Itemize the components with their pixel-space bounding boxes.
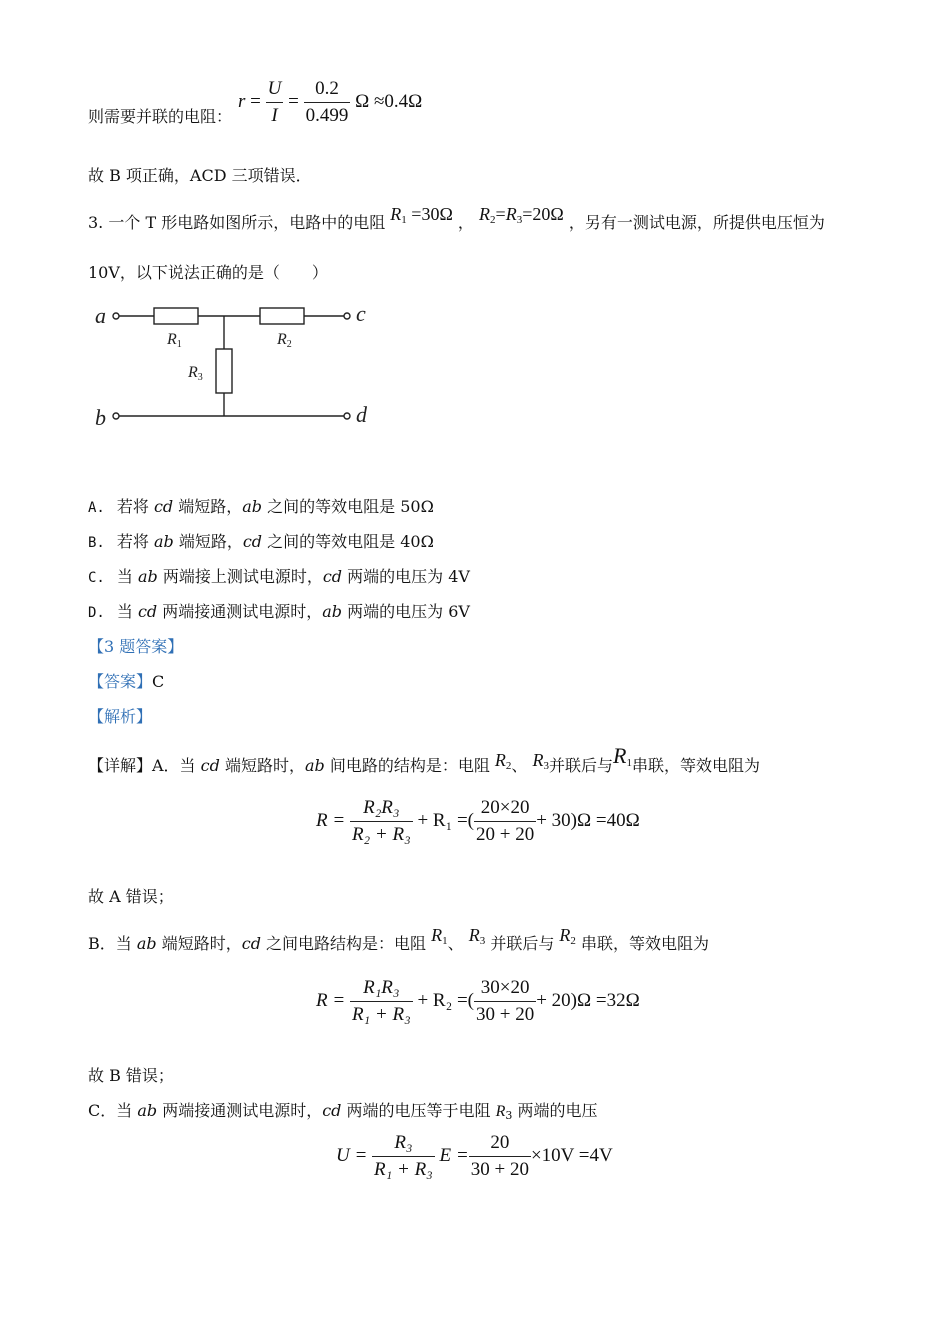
label-r2: R2 xyxy=(277,331,292,350)
label-r1: R1 xyxy=(167,331,182,350)
fraction-num: 0.2 xyxy=(315,78,339,99)
analysis-header: 【解析】 xyxy=(88,707,153,726)
question-3-text-2: ，另有一测试电源，所提供电压恒为 xyxy=(568,213,825,232)
terminal-a-icon xyxy=(113,313,119,319)
detail-c: C．当 ab 两端接通测试电源时，cd 两端的电压等于电阻 $R_3$ 两端的电压 xyxy=(88,1101,598,1122)
conclusion-a: 故 A 错误； xyxy=(88,887,174,906)
equation-a: R = $\frac{\text{R₂R₃}}{\text{R₂ + R₃}}$ + R₁ =( $\frac{20\times 20}{20 + 20}$ + 30)Ω =40Ω xyxy=(316,797,640,845)
fraction-u: U xyxy=(267,78,282,99)
option-b: B. 若将 ab 端短路，cd 之间的等效电阻是 40Ω xyxy=(88,532,434,551)
fraction-i: I xyxy=(266,102,284,127)
question-3-line2: 10V，以下说法正确的是（ ） xyxy=(88,263,328,282)
label-d: d xyxy=(356,402,367,427)
terminal-b-icon xyxy=(113,413,119,419)
r1-value: $R_1 =30\Omega$ xyxy=(390,204,453,226)
answer-line xyxy=(88,672,164,692)
resistor-r1-icon xyxy=(154,308,198,324)
answer-value: C xyxy=(152,672,165,691)
r2-r3-value: $R_2=R_3=20\Omega$ xyxy=(479,204,564,226)
formula-r: r = $\frac{U}{I}$ = $\frac{0.2}{0.499}$ Ω ≈0.4Ω xyxy=(238,78,423,126)
resistor-r3-icon xyxy=(216,349,232,393)
label-a: a xyxy=(95,303,106,328)
formula-r-symbol: r xyxy=(238,90,246,112)
formula-r-tail: Ω ≈0.4Ω xyxy=(355,90,423,112)
fraction-den: 0.499 xyxy=(304,102,351,127)
line1-prefix: 则需要并联的电阻： xyxy=(88,107,233,126)
question-3-stem xyxy=(88,204,825,238)
question-3-text: 3. 一个 T 形电路如图所示，电路中的电阻 xyxy=(88,213,386,232)
parallel-resistor-text xyxy=(88,107,232,127)
answer-header: 【3 题答案】 xyxy=(88,637,184,656)
equation-b: R = $\frac{\text{R₁R₃}}{\text{R₁ + R₃}}$ + R₂ =( $\frac{30\times 20}{30 + 20}$ + 20)Ω =32Ω xyxy=(316,977,640,1025)
conclusion-b: 故 B 错误； xyxy=(88,1066,174,1085)
equation-c: U = $\frac{\text{R₃}}{\text{R₁ + R₃}}$ E = $\frac{20}{30 + 20}$ ×10V =4V xyxy=(336,1132,613,1180)
label-c: c xyxy=(356,301,366,326)
t-circuit-diagram xyxy=(90,295,380,435)
resistor-r2-icon xyxy=(260,308,304,324)
label-b: b xyxy=(95,405,106,430)
terminal-d-icon xyxy=(344,413,350,419)
detail-a: 【详解】A．当 cd 端短路时，ab 间电路的结构是：电阻 $R_2$、 $R_3$并联后与$R_1$串联，等效电阻为 xyxy=(88,743,761,775)
answer-tag: 【答案】 xyxy=(88,672,153,691)
terminal-c-icon xyxy=(344,313,350,319)
label-r3: R3 xyxy=(188,364,203,383)
fraction-numeric xyxy=(304,78,351,127)
fraction-u-over-i xyxy=(266,78,284,127)
q3-comma: ， xyxy=(457,213,474,232)
detail-b: B．当 ab 端短路时，cd 之间电路结构是：电阻 $R_1$、 $R_3$ 并联后与 $R_2$ 串联，等效电阻为 xyxy=(88,925,710,953)
option-a: A. 若将 cd 端短路，ab 之间的等效电阻是 50Ω xyxy=(88,497,434,516)
option-d: D. 当 cd 两端接通测试电源时，ab 两端的电压为 6V xyxy=(88,602,470,621)
b-correct-line: 故 B 项正确，ACD 三项错误． xyxy=(88,166,312,185)
option-c: C. 当 ab 两端接上测试电源时，cd 两端的电压为 4V xyxy=(88,567,470,586)
